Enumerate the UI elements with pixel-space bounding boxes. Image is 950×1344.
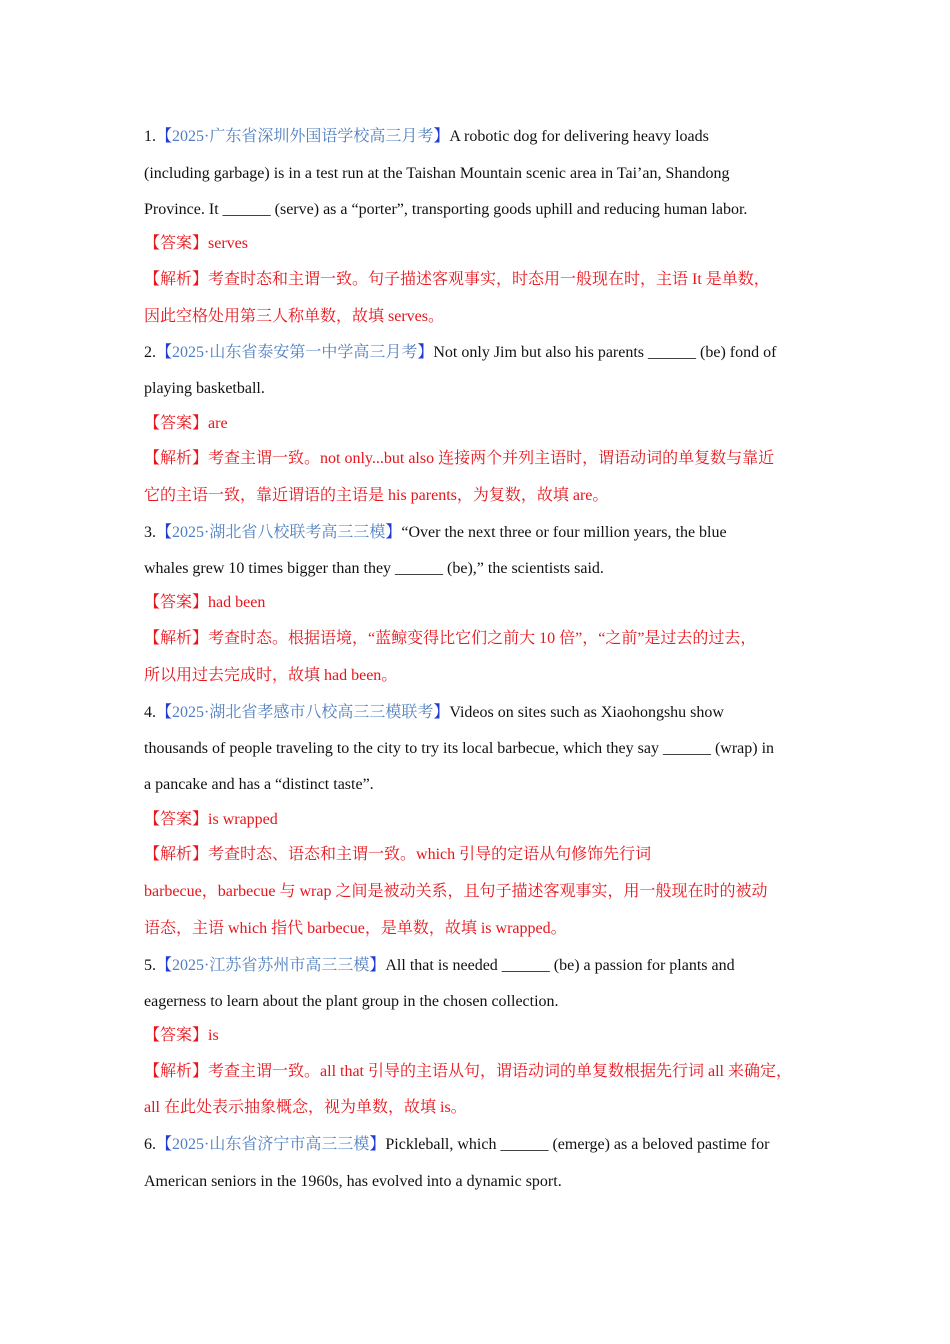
analysis-line: all 在此处表示抽象概念，视为单数，故填 is。 [144,1099,467,1117]
question-text: Pickleball, which ______ (emerge) as a beloved pastime for [385,1136,770,1154]
analysis-tag: 【解析】 [144,629,209,647]
source-bracket-right: 】 [369,956,386,974]
analysis-tag: 【解析】 [144,450,209,468]
answer-line [144,803,816,838]
question-number: 4. [144,703,156,721]
question-stem-line: playing basketball. [144,380,265,398]
source-bracket-left: 【 [156,344,173,362]
question-stem-line [144,1127,816,1164]
answer-line [144,227,816,262]
answer-tag: 【答案】 [144,1027,209,1045]
answer-text: are [208,414,228,432]
question-source: 2025·广东省深圳外国语学校高三月考 [172,128,434,145]
question-number: 5. [144,956,156,974]
source-bracket-right: 】 [433,128,450,145]
question-3 [144,515,816,695]
source-bracket-left: 【 [156,956,173,974]
source-bracket-left: 【 [156,1136,173,1154]
question-stem-line: American seniors in the 1960s, has evolved into a dynamic sport. [144,1173,562,1191]
question-stem-line: a pancake and has a “distinct taste”. [144,776,374,794]
question-text: Videos on sites such as Xiaohongshu show [449,703,724,721]
question-stem-line: whales grew 10 times bigger than they ______ (be),” the scientists said. [144,559,604,577]
question-number: 3. [144,523,156,541]
source-bracket-right: 】 [433,703,450,721]
question-source: 2025·江苏省苏州市高三三模 [172,956,370,974]
analysis-text: 考查时态和主谓一致。句子描述客观事实，时态用一般现在时，主语 It 是单数， [208,270,770,288]
analysis-line: 因此空格处用第三人称单数，故填 serves。 [144,307,444,325]
question-stem-line [144,335,816,372]
analysis-line [144,1054,816,1091]
question-text: A robotic dog for delivering heavy loads [449,128,709,145]
question-stem-line: Province. It ______ (serve) as a “porter”, transporting goods uphill and reducing human labor. [144,200,748,218]
question-source: 2025·湖北省孝感市八校高三三模联考 [172,703,434,721]
analysis-line: 语态，主语 which 指代 barbecue，是单数，故填 is wrapped。 [144,919,567,937]
answer-line [144,586,816,621]
analysis-tag: 【解析】 [144,1062,209,1080]
question-source: 2025·山东省济宁市高三三模 [172,1136,370,1154]
source-bracket-right: 】 [417,344,434,362]
answer-text: serves [208,235,248,253]
analysis-line [144,621,816,658]
answer-tag: 【答案】 [144,414,209,432]
question-stem-line [144,515,816,552]
question-stem-line [144,695,816,732]
question-text: “Over the next three or four million years, the blue [401,523,727,541]
answer-tag: 【答案】 [144,594,209,612]
question-1 [144,119,816,335]
answer-line [144,1019,816,1054]
analysis-line: 所以用过去完成时，故填 had been。 [144,666,398,684]
question-text: Not only Jim but also his parents ______ (be) fond of [433,344,777,362]
question-2 [144,335,816,515]
question-stem-line [144,119,816,156]
answer-tag: 【答案】 [144,235,209,253]
question-text: All that is needed ______ (be) a passion for plants and [385,956,735,974]
analysis-line [144,837,816,874]
analysis-line: barbecue，barbecue 与 wrap 之间是被动关系，且句子描述客观事实，用一般现在时的被动 [144,883,768,901]
answer-line [144,407,816,442]
question-stem-line: eagerness to learn about the plant group in the chosen collection. [144,992,559,1010]
question-source: 2025·湖北省八校联考高三三模 [172,523,386,541]
answer-tag: 【答案】 [144,810,209,828]
question-number: 6. [144,1136,156,1154]
question-stem-line: thousands of people traveling to the city to try its local barbecue, which they say ______ (wrap) in [144,740,775,758]
source-bracket-left: 【 [156,523,173,541]
source-bracket-left: 【 [156,703,173,721]
question-4 [144,695,816,948]
source-bracket-right: 】 [369,1136,386,1154]
question-list [144,119,816,1201]
question-stem-line [144,948,816,985]
analysis-text: 考查主谓一致。not only...but also 连接两个并列主语时，谓语动词的单复数与靠近 [208,450,775,468]
analysis-tag: 【解析】 [144,270,209,288]
analysis-text: 考查时态。根据语境，“蓝鲸变得比它们之前大 10 倍”，“之前”是过去的过去， [208,629,757,647]
answer-text: is [208,1027,219,1045]
question-number: 2. [144,344,156,362]
answer-text: had been [208,594,266,612]
analysis-text: 考查主谓一致。all that 引导的主语从句，谓语动词的单复数根据先行词 all 来确定， [208,1062,792,1080]
source-bracket-left: 【 [156,128,173,145]
question-stem-line: (including garbage) is in a test run at the Taishan Mountain scenic area in Tai’an, Shandong [144,164,730,182]
analysis-line [144,441,816,478]
analysis-line: 它的主语一致，靠近谓语的主语是 his parents，为复数，故填 are。 [144,487,609,505]
question-5 [144,948,816,1128]
question-6 [144,1127,816,1201]
analysis-tag: 【解析】 [144,846,209,864]
question-source: 2025·山东省泰安第一中学高三月考 [172,344,418,362]
question-number: 1. [144,128,156,145]
source-bracket-right: 】 [385,523,402,541]
analysis-text: 考查时态、语态和主谓一致。which 引导的定语从句修饰先行词 [208,846,652,864]
answer-text: is wrapped [208,810,278,828]
analysis-line [144,262,816,299]
